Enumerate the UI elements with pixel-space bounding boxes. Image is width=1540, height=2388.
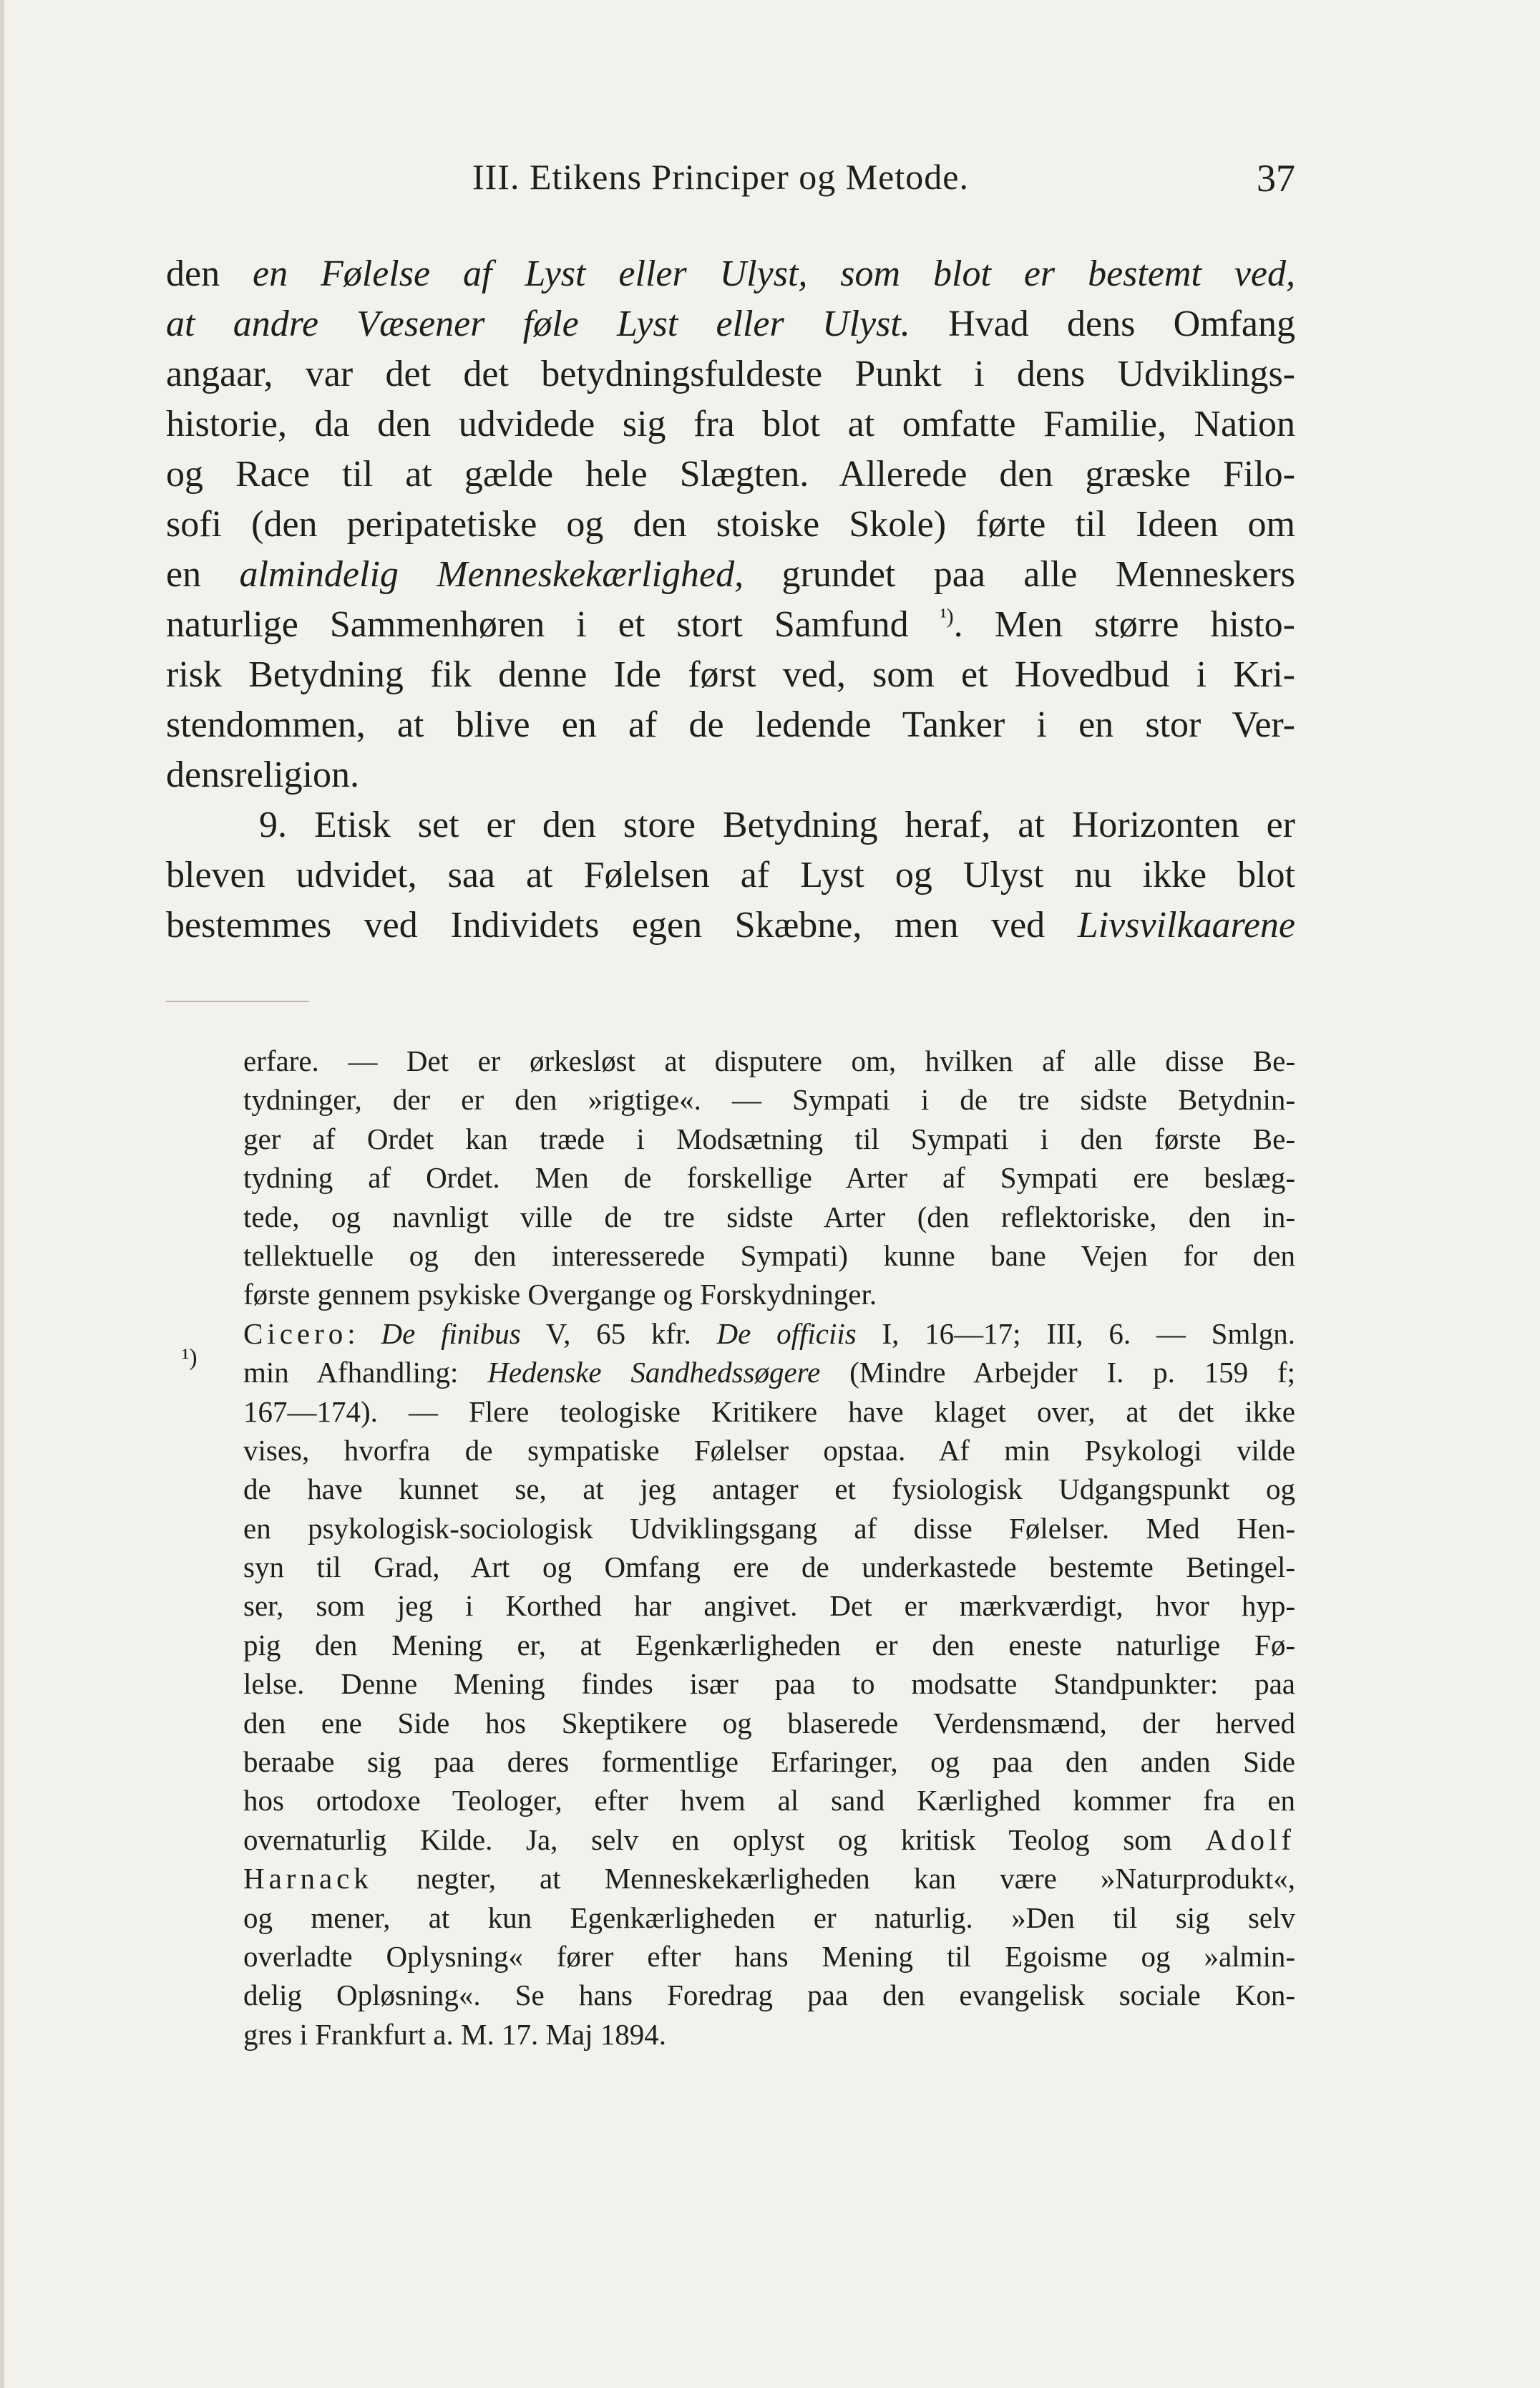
- footnotes: [243, 1042, 1295, 2054]
- body-line-11: densreligion.: [166, 754, 360, 795]
- footnote-line-23: og mener, at kun Egenkærligheden er naturlig. »Den til sig selv: [243, 1901, 1295, 1934]
- footnote-line-13: en psykologisk-sociologisk Udviklingsgang af disse Følelser. Med Hen-: [243, 1511, 1295, 1545]
- body-line-7: en almindelig Menneskekærlighed, grundet paa alle Menneskers: [166, 554, 1295, 595]
- footnote-line-24: overladte Oplysning« fører efter hans Mening til Egoisme og »almin-: [243, 1939, 1295, 1973]
- footnote-separator: [166, 1001, 309, 1002]
- footnote-line-5: tede, og navnligt ville de tre sidste Arter (den reflektoriske, den in-: [243, 1200, 1295, 1233]
- body-line-1: den en Følelse af Lyst eller Ulyst, som blot er bestemt ved,: [166, 253, 1295, 294]
- footnote-line-14: syn til Grad, Art og Omfang ere de underkastede bestemte Betingel-: [243, 1550, 1295, 1584]
- footnote-line-9: min Afhandling: Hedenske Sandhedssøgere (Mindre Arbejder I. p. 159 f;: [243, 1356, 1295, 1389]
- page-header: [165, 156, 1295, 206]
- footnote-line-12: de have kunnet se, at jeg antager et fysiologisk Udgangspunkt og: [243, 1472, 1295, 1506]
- footnote-line-20: hos ortodoxe Teologer, efter hvem al sand Kærlighed kommer fra en: [243, 1784, 1295, 1817]
- footnote-line-11: vises, hvorfra de sympatiske Følelser opstaa. Af min Psykologi vilde: [243, 1433, 1295, 1467]
- footnote-line-15: ser, som jeg i Korthed har angivet. Det er mærkværdigt, hvor hyp-: [243, 1589, 1295, 1623]
- body-line-12: 9. Etisk set er den store Betydning heraf, at Horizonten er: [259, 805, 1295, 845]
- body-line-13: bleven udvidet, saa at Følelsen af Lyst og Ulyst nu ikke blot: [166, 855, 1295, 896]
- main-text: [166, 249, 1295, 951]
- footnote-line-3: ger af Ordet kan træde i Modsætning til Sympati i den første Be-: [243, 1122, 1295, 1155]
- footnote-line-2: tydninger, der er den »rigtige«. — Sympati i de tre sidste Betydnin-: [243, 1083, 1295, 1117]
- footnote-line-16: pig den Mening er, at Egenkærligheden er den eneste naturlige Fø-: [243, 1628, 1295, 1661]
- footnote-line-19: beraabe sig paa deres formentlige Erfaringer, og paa den anden Side: [243, 1745, 1295, 1779]
- body-line-2: at andre Væsener føle Lyst eller Ulyst. Hvad dens Omfang: [166, 304, 1295, 344]
- body-line-14: bestemmes ved Individets egen Skæbne, men ved Livsvilkaarene: [166, 905, 1295, 946]
- footnote-line-1: erfare. — Det er ørkesløst at disputere om, hvilken af alle disse Be-: [243, 1044, 1295, 1077]
- footnote-line-22: Harnack negter, at Menneskekærligheden kan være »Naturprodukt«,: [243, 1862, 1295, 1896]
- footnote-line-26: gres i Frankfurt a. M. 17. Maj 1894.: [243, 2017, 666, 2051]
- body-line-6: sofi (den peripatetiske og den stoiske Skole) førte til Ideen om: [166, 504, 1295, 545]
- body-line-5: og Race til at gælde hele Slægten. Allerede den græske Filo-: [166, 454, 1295, 495]
- footnote-line-18: den ene Side hos Skeptikere og blaserede Verdensmænd, der herved: [243, 1706, 1295, 1739]
- body-line-9: risk Betydning fik denne Ide først ved, som et Hovedbud i Kri-: [166, 654, 1295, 695]
- footnote-line-21: overnaturlig Kilde. Ja, selv en oplyst og kritisk Teolog som Adolf: [243, 1822, 1295, 1856]
- running-head: III. Etikens Principer og Metode.: [472, 157, 969, 197]
- body-line-10: stendommen, at blive en af de ledende Tanker i en stor Ver-: [166, 704, 1295, 745]
- body-line-4: historie, da den udvidede sig fra blot at omfatte Familie, Nation: [166, 404, 1295, 445]
- footnote-line-8: Cicero: De finibus V, 65 kfr. De officiis I, 16—17; III, 6. — Smlgn.: [243, 1316, 1296, 1350]
- footnote-line-25: delig Opløsning«. Se hans Foredrag paa den evangelisk sociale Kon-: [243, 1979, 1295, 2012]
- footnote-line-10: 167—174). — Flere teologiske Kritikere have klaget over, at det ikke: [243, 1394, 1295, 1428]
- footnote-reference: ¹): [940, 604, 954, 628]
- body-line-8: naturlige Sammenhøren i et stort Samfund $^{^1)}$. Men større histo-: [166, 604, 1295, 645]
- page-number: 37: [1257, 157, 1295, 200]
- footnote-line-6: tellektuelle og den interesserede Sympati) kunne bane Vejen for den: [243, 1238, 1295, 1272]
- footnote-line-17: lelse. Denne Mening findes især paa to modsatte Standpunkter: paa: [243, 1667, 1295, 1701]
- footnote-line-4: tydning af Ordet. Men de forskellige Arter af Sympati ere beslæg-: [243, 1161, 1295, 1195]
- footnote-marker: ¹): [182, 1344, 198, 1371]
- body-line-3: angaar, var det det betydningsfuldeste Punkt i dens Udviklings-: [166, 354, 1295, 394]
- footnote-line-7: første gennem psykiske Overgange og Forskydninger.: [243, 1278, 877, 1311]
